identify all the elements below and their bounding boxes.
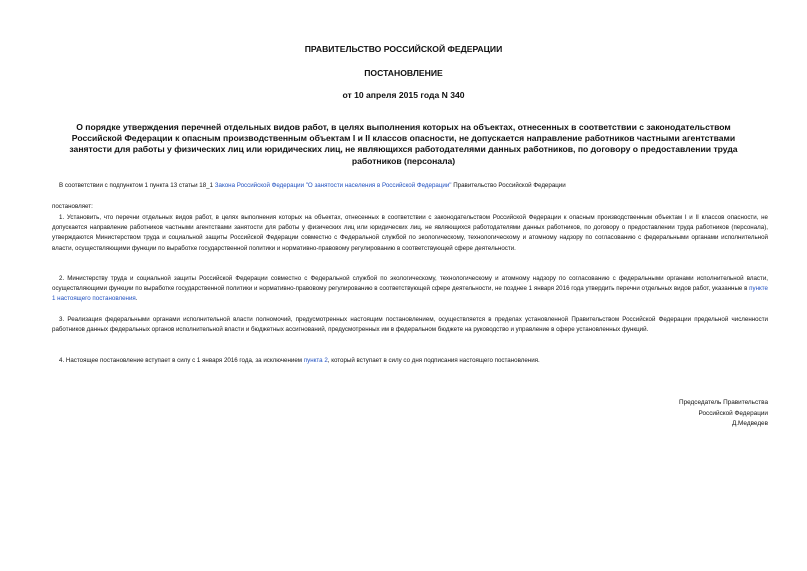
item-4-text-before: 4. Настоящее постановление вступает в силу с 1 января 2016 года, за исключением [59,357,304,364]
signature-name: Д.Медведев [731,420,768,427]
item-2 [52,274,768,305]
item-2-text-before: 2. Министерству труда и социальной защиты Российской Федерации совместно с Федеральной службой по экологическому, технологическому и атомному надзору по согласованию с федеральными органами исполнительной власти, осуществляющими функции по выработке государственной политики и нормативно-правовому регулированию в соответствующей сфере деятельности, не позднее 1 января 2016 года утвердить перечни отдельных видов работ, указанные в [52,275,768,293]
signature-position: Председатель Правительства [679,399,768,406]
item-2-link[interactable]: пункта 2 [303,357,328,364]
document-title: О порядке утверждения перечней отдельных видов работ, в целях выполнения которых на объектах, отнесенных в соответствии с законодательством Российской Федерации к опасным производственным объектам I и II классов опасности, не допускается направление работников частными агентствами занятости для работы у физических лиц или юридических лиц, не являющихся работодателями данных работников, по договору о предоставлении труда работников (персонала) [69,122,738,166]
law-link[interactable]: Закона Российской Федерации "О занятости населения в Российской Федерации" [214,182,452,189]
government-name: ПРАВИТЕЛЬСТВО РОССИЙСКОЙ ФЕДЕРАЦИИ [304,44,503,54]
item-2-text-after: . [135,295,138,303]
decree-word: постановляет: [52,203,93,210]
item-4-text-after: , который вступает в силу со дня подписания настоящего постановления. [327,357,540,364]
document-type: ПОСТАНОВЛЕНИЕ [364,68,443,78]
signature-country: Российской Федерации [698,409,768,417]
preamble-text-before: В соответствии с подпунктом 1 пункта 13 статьи 18_1 [59,182,215,189]
document-date-number: от 10 апреля 2015 года N 340 [342,90,465,100]
item-3: 3. Реализация федеральными органами исполнительной власти полномочий, предусмотренных настоящим постановлением, осуществляется в пределах установленной Правительством Российской Федерации предельной численности работников данных федеральных органов исполнительной власти и бюджетных ассигнований, предусмотренных им в федеральном бюджете на руководство и управление в сфере установленных функций. [52,316,768,334]
signature-block [679,398,768,430]
item-4 [52,356,768,366]
preamble-text-after: Правительство Российской Федерации [451,182,566,189]
item-1-link[interactable]: пункте 1 настоящего постановления [52,285,768,303]
preamble [52,181,768,191]
item-1: 1. Установить, что перечни отдельных видов работ, в целях выполнения которых на объектах, отнесенных в соответствии с законодательством Российской Федерации к опасным производственным объектам I и II классов опасности, не допускается направление работников частными агентствами занятости для работы у физических лиц или юридических лиц, не являющихся работодателями данных работников, по договору о предоставлении труда работников (персонала), утверждаются Министерством труда и социальной защиты Российской Федерации совместно с Федеральной службой по экологическому, технологическому и атомному надзору по согласованию с федеральными органами исполнительной власти, осуществляющими функции по выработке государственной политики и нормативно-правовому регулированию в соответствующей сфере деятельности. [52,214,768,252]
